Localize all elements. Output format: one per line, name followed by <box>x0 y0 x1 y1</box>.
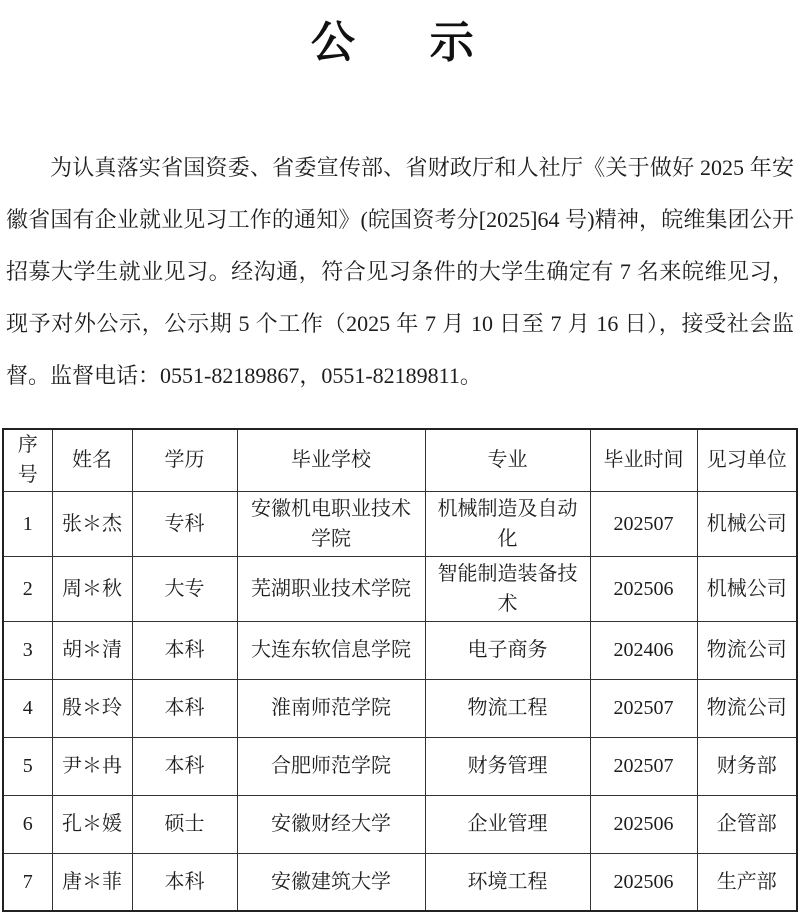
column-header: 姓名 <box>52 429 132 491</box>
table-cell: 电子商务 <box>425 621 590 679</box>
column-header: 见习单位 <box>697 429 797 491</box>
table-cell: 唐＊菲 <box>52 853 132 911</box>
table-cell: 7 <box>3 853 52 911</box>
table-cell: 大专 <box>132 556 237 621</box>
table-row <box>3 621 797 679</box>
table-cell: 孔＊媛 <box>52 795 132 853</box>
table-cell: 专科 <box>132 491 237 556</box>
table-cell: 淮南师范学院 <box>237 679 425 737</box>
table-row <box>3 491 797 556</box>
page-title: 公 示 <box>310 18 490 67</box>
table-cell: 机械制造及自动化 <box>425 491 590 556</box>
table-cell: 4 <box>3 679 52 737</box>
announcement-paragraph: 为认真落实省国资委、省委宣传部、省财政厅和人社厅《关于做好 2025 年安徽省国有企业就业见习工作的通知》(皖国资考分[2025]64 号)精神，皖维集团公开招募大学生就业见习。经沟通，符合见习条件的大学生确定有 7 名来皖维见习，现予对外公示，公示期 5 个工作（2025 年 7 月 10 日至 7 月 16 日），接受社会监督。监督电话：0551-82189867，0551-82189811。 <box>6 155 794 388</box>
table-cell: 202506 <box>590 556 697 621</box>
table-cell: 生产部 <box>697 853 797 911</box>
column-header: 毕业时间 <box>590 429 697 491</box>
table-cell: 财务管理 <box>425 737 590 795</box>
table-row <box>3 795 797 853</box>
table-cell: 智能制造装备技术 <box>425 556 590 621</box>
table-cell: 胡＊清 <box>52 621 132 679</box>
table-cell: 财务部 <box>697 737 797 795</box>
table-cell: 安徽机电职业技术学院 <box>237 491 425 556</box>
table-cell: 物流工程 <box>425 679 590 737</box>
column-header: 毕业学校 <box>237 429 425 491</box>
table-row <box>3 853 797 911</box>
table-cell: 殷＊玲 <box>52 679 132 737</box>
table-cell: 合肥师范学院 <box>237 737 425 795</box>
table-cell: 企业管理 <box>425 795 590 853</box>
intern-candidates-table <box>2 428 798 912</box>
table-cell: 环境工程 <box>425 853 590 911</box>
table-cell: 202506 <box>590 795 697 853</box>
table-cell: 本科 <box>132 679 237 737</box>
table-cell: 企管部 <box>697 795 797 853</box>
table-cell: 本科 <box>132 853 237 911</box>
table-cell: 周＊秋 <box>52 556 132 621</box>
table-cell: 尹＊冉 <box>52 737 132 795</box>
table-cell: 1 <box>3 491 52 556</box>
column-header: 序号 <box>3 429 52 491</box>
table-cell: 大连东软信息学院 <box>237 621 425 679</box>
table-cell: 安徽建筑大学 <box>237 853 425 911</box>
table-cell: 本科 <box>132 621 237 679</box>
column-header: 学历 <box>132 429 237 491</box>
table-cell: 6 <box>3 795 52 853</box>
table-cell: 张＊杰 <box>52 491 132 556</box>
table-cell: 硕士 <box>132 795 237 853</box>
table-cell: 202507 <box>590 491 697 556</box>
table-cell: 202507 <box>590 679 697 737</box>
table-cell: 本科 <box>132 737 237 795</box>
table-cell: 202406 <box>590 621 697 679</box>
table-cell: 安徽财经大学 <box>237 795 425 853</box>
table-cell: 机械公司 <box>697 491 797 556</box>
table-cell: 物流公司 <box>697 621 797 679</box>
table-header-row <box>3 429 797 491</box>
column-header: 专业 <box>425 429 590 491</box>
announcement-document <box>0 6 800 895</box>
table-cell: 芜湖职业技术学院 <box>237 556 425 621</box>
table-cell: 3 <box>3 621 52 679</box>
table-cell: 202507 <box>590 737 697 795</box>
table-row <box>3 737 797 795</box>
table-cell: 机械公司 <box>697 556 797 621</box>
table-cell: 物流公司 <box>697 679 797 737</box>
table-row <box>3 679 797 737</box>
table-cell: 202506 <box>590 853 697 911</box>
table-cell: 5 <box>3 737 52 795</box>
table-row <box>3 556 797 621</box>
table-cell: 2 <box>3 556 52 621</box>
